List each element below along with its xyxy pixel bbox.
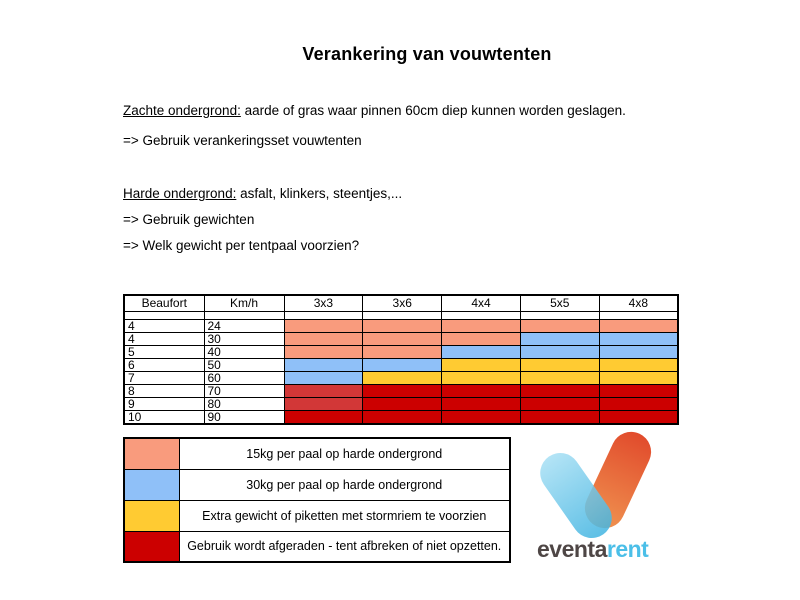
soft-ground-text: aarde of gras waar pinnen 60cm diep kunnen worden geslagen. <box>240 103 626 118</box>
risk-cell-salmon <box>284 319 363 332</box>
hard-ground-text: asfalt, klinkers, steentjes,... <box>236 186 403 201</box>
wind-table-header-cell: 4x4 <box>442 295 521 311</box>
page-title: Verankering van vouwtenten <box>302 44 552 64</box>
beaufort-cell: 7 <box>124 371 204 384</box>
wind-table-spacer-cell <box>442 311 521 319</box>
risk-cell-red <box>599 397 678 410</box>
wind-table-spacer-cell <box>124 311 204 319</box>
risk-cell-blue <box>520 332 599 345</box>
legend-row <box>124 531 510 562</box>
risk-cell-red <box>442 397 521 410</box>
kmh-cell: 40 <box>204 345 284 358</box>
legend-text: Gebruik wordt afgeraden - tent afbreken of niet opzetten. <box>179 531 510 562</box>
risk-cell-red <box>363 410 442 424</box>
legend-swatch-red <box>124 531 179 562</box>
beaufort-cell: 6 <box>124 358 204 371</box>
risk-cell-yellow <box>363 371 442 384</box>
legend-row <box>124 500 510 531</box>
brand-name-secondary: rent <box>606 536 649 562</box>
risk-cell-salmon <box>363 345 442 358</box>
risk-cell-blue <box>442 345 521 358</box>
risk-cell-red <box>599 384 678 397</box>
risk-cell-yellow <box>520 371 599 384</box>
beaufort-cell: 8 <box>124 384 204 397</box>
eventarent-logo <box>530 430 690 575</box>
risk-cell-salmon <box>599 319 678 332</box>
wind-table-row <box>124 358 678 371</box>
legend-row <box>124 469 510 500</box>
kmh-cell: 80 <box>204 397 284 410</box>
kmh-cell: 50 <box>204 358 284 371</box>
legend-row <box>124 438 510 469</box>
kmh-cell: 70 <box>204 384 284 397</box>
risk-cell-blue <box>363 358 442 371</box>
kmh-cell: 90 <box>204 410 284 424</box>
wind-table-header-cell: 4x8 <box>599 295 678 311</box>
beaufort-cell: 10 <box>124 410 204 424</box>
eventarent-logo-icon <box>530 430 680 535</box>
legend-table <box>123 437 511 563</box>
risk-cell-red <box>442 384 521 397</box>
wind-table-spacer-cell <box>284 311 363 319</box>
legend-table-body <box>124 438 510 562</box>
risk-cell-salmon <box>442 319 521 332</box>
wind-table-spacer-cell <box>363 311 442 319</box>
risk-cell-red <box>442 410 521 424</box>
wind-table-header-cell: 3x3 <box>284 295 363 311</box>
soft-ground-line <box>123 103 626 118</box>
risk-cell-blue <box>599 345 678 358</box>
wind-table-spacer-cell <box>204 311 284 319</box>
risk-cell-red <box>599 410 678 424</box>
risk-cell-red <box>284 410 363 424</box>
risk-cell-blue <box>284 358 363 371</box>
legend-swatch-yellow <box>124 500 179 531</box>
risk-cell-salmon <box>284 345 363 358</box>
wind-table-header-row <box>124 295 678 311</box>
beaufort-cell: 5 <box>124 345 204 358</box>
risk-cell-salmon <box>363 319 442 332</box>
soft-ground-label: Zachte ondergrond: <box>123 103 241 118</box>
hard-ground-line <box>123 186 402 201</box>
risk-cell-red_light <box>284 397 363 410</box>
soft-ground-advice: => Gebruik verankeringsset vouwtenten <box>123 133 362 148</box>
wind-table-row <box>124 332 678 345</box>
legend-swatch-blue <box>124 469 179 500</box>
wind-table-header-cell: Beaufort <box>124 295 204 311</box>
risk-cell-salmon <box>520 319 599 332</box>
risk-cell-red <box>520 410 599 424</box>
risk-cell-salmon <box>442 332 521 345</box>
wind-table-header-cell: 3x6 <box>363 295 442 311</box>
logo-wordmark <box>537 536 648 563</box>
wind-table-row <box>124 319 678 332</box>
risk-cell-yellow <box>599 358 678 371</box>
risk-cell-yellow <box>520 358 599 371</box>
kmh-cell: 30 <box>204 332 284 345</box>
brand-name-primary: eventa <box>537 536 607 562</box>
risk-cell-red_light <box>284 384 363 397</box>
beaufort-cell: 9 <box>124 397 204 410</box>
risk-cell-blue <box>520 345 599 358</box>
wind-table-row <box>124 371 678 384</box>
hard-ground-label: Harde ondergrond: <box>123 186 237 201</box>
hard-ground-advice-2: => Welk gewicht per tentpaal voorzien? <box>123 238 360 253</box>
legend-text: 15kg per paal op harde ondergrond <box>179 438 510 469</box>
risk-cell-blue <box>284 371 363 384</box>
risk-cell-yellow <box>599 371 678 384</box>
beaufort-cell: 4 <box>124 332 204 345</box>
beaufort-cell: 4 <box>124 319 204 332</box>
wind-table <box>123 294 679 425</box>
kmh-cell: 24 <box>204 319 284 332</box>
kmh-cell: 60 <box>204 371 284 384</box>
legend-swatch-salmon <box>124 438 179 469</box>
risk-cell-yellow <box>442 358 521 371</box>
risk-cell-salmon <box>363 332 442 345</box>
wind-table-spacer-row <box>124 311 678 319</box>
wind-table-row <box>124 397 678 410</box>
risk-cell-salmon <box>284 332 363 345</box>
risk-cell-red <box>363 397 442 410</box>
wind-table-spacer-cell <box>520 311 599 319</box>
risk-cell-blue <box>599 332 678 345</box>
wind-table-spacer-cell <box>599 311 678 319</box>
legend-text: Extra gewicht of piketten met stormriem te voorzien <box>179 500 510 531</box>
risk-cell-red <box>363 384 442 397</box>
wind-table-header-cell: Km/h <box>204 295 284 311</box>
wind-table-row <box>124 410 678 424</box>
wind-table-row <box>124 345 678 358</box>
legend-text: 30kg per paal op harde ondergrond <box>179 469 510 500</box>
risk-cell-red <box>520 397 599 410</box>
risk-cell-red <box>520 384 599 397</box>
wind-table-body <box>124 311 678 424</box>
risk-cell-yellow <box>442 371 521 384</box>
wind-table-row <box>124 384 678 397</box>
wind-table-header-cell: 5x5 <box>520 295 599 311</box>
hard-ground-advice-1: => Gebruik gewichten <box>123 212 255 227</box>
